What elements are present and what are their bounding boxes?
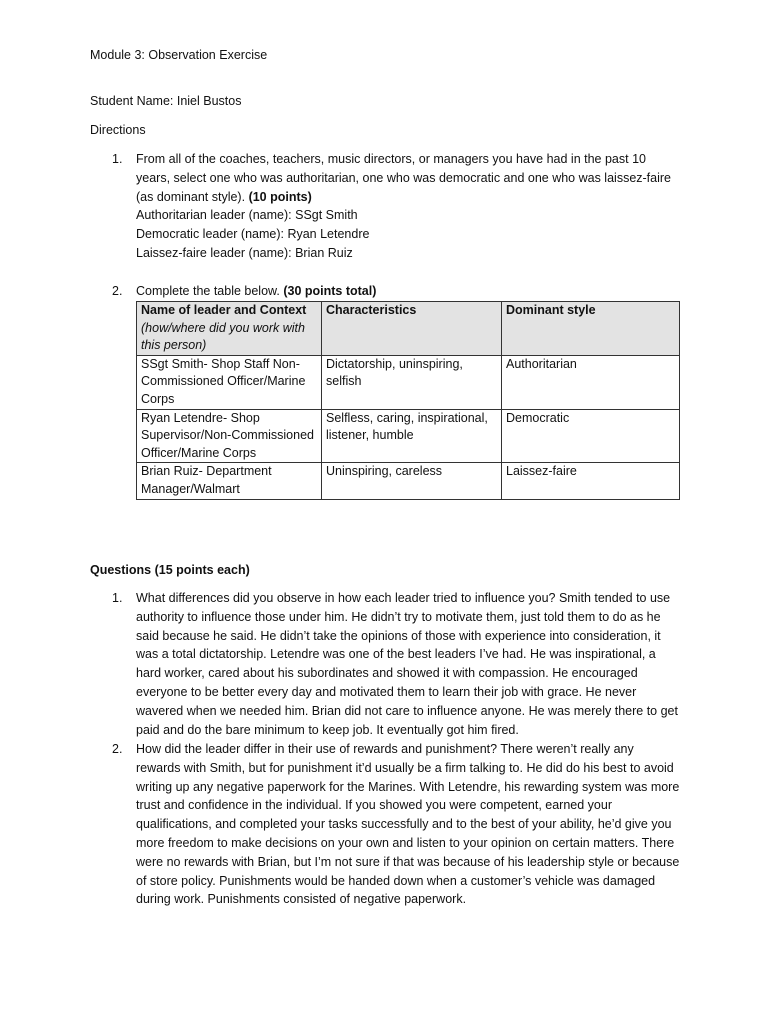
- cell-style: Laissez-faire: [502, 463, 680, 499]
- cell-characteristics: Dictatorship, uninspiring, selfish: [322, 355, 502, 409]
- direction-1-text: From all of the coaches, teachers, music directors, or managers you have had in the past 10 years, select one who was authoritarian, one who was democratic and one who was laissez-faire (as dominant style).: [136, 152, 671, 204]
- cell-leader: SSgt Smith- Shop Staff Non-Commissioned Officer/Marine Corps: [137, 355, 322, 409]
- leaders-table: [136, 301, 680, 500]
- header-leader-sub: (how/where did you work with this person): [141, 320, 305, 353]
- direction-1-number: 1.: [112, 152, 123, 166]
- direction-2-points: (30 points total): [283, 284, 377, 298]
- direction-1-points: (10 points): [248, 189, 312, 204]
- cell-leader: Ryan Letendre- Shop Supervisor/Non-Commissioned Officer/Marine Corps: [137, 409, 322, 463]
- table-row: [137, 355, 680, 409]
- table-header-row: [137, 302, 680, 356]
- module-title: Module 3: Observation Exercise: [90, 48, 268, 62]
- question-1-text: What differences did you observe in how each leader tried to influence you? Smith tended to use authority to influence those under him. He didn’t try to motivate them, just told them to do as he said because he said. He didn’t take the opinions of those with experience into consideration, it was a total dictatorship. Letendre was one of the best leaders I’ve had. He was inspirational, a hard worker, cared about his subordinates and showed it with compassion. He encouraged everyone to be better every day and motivated them to learn their job with grace. He never wavered when we needed him. Brian did not care to influence anyone. He was merely there to get paid and do the bare minimum to keep job. It eventually got him fired.: [136, 591, 678, 737]
- cell-leader: Brian Ruiz- Department Manager/Walmart: [137, 463, 322, 499]
- question-2-text: How did the leader differ in their use of rewards and punishment? There weren’t really any rewards with Smith, but for punishment it’d usually be a firm talking to. He did do his best to avoid writing up any negative paperwork for the Marines. With Letendre, his rewarding system was more trust and confidence in the individual. If you showed you were competent, earned your qualifications, and completed your tasks successfully and to the best of your ability, he’d give you more freedom to make decisions on your own and listen to your opinion on certain matters. There were no rewards with Brian, but I’m not sure if that was because of his leadership style or because of store policy. Punishments would be handed down when a customer’s vehicle was damaged during work. Punishments consisted of negative paperwork.: [136, 742, 680, 907]
- cell-style: Authoritarian: [502, 355, 680, 409]
- table-row: [137, 409, 680, 463]
- question-1: [90, 589, 690, 739]
- direction-2-number: 2.: [112, 284, 123, 298]
- cell-style: Democratic: [502, 409, 680, 463]
- direction-2: [90, 282, 690, 301]
- direction-1: [90, 150, 690, 263]
- democratic-answer: Democratic leader (name): Ryan Letendre: [136, 227, 370, 242]
- direction-2-text: Complete the table below.: [136, 284, 280, 298]
- header-characteristics: Characteristics: [322, 302, 502, 356]
- cell-characteristics: Selfless, caring, inspirational, listener, humble: [322, 409, 502, 463]
- authoritarian-answer: Authoritarian leader (name): SSgt Smith: [136, 208, 358, 223]
- table-row: [137, 463, 680, 499]
- student-name: Student Name: Iniel Bustos: [90, 94, 242, 108]
- header-leader: [137, 302, 322, 356]
- directions-label: Directions: [90, 123, 146, 137]
- question-2: [90, 740, 690, 909]
- header-style: Dominant style: [502, 302, 680, 356]
- header-leader-title: Name of leader and Context: [141, 303, 307, 317]
- laissez-faire-answer: Laissez-faire leader (name): Brian Ruiz: [136, 245, 353, 260]
- cell-characteristics: Uninspiring, careless: [322, 463, 502, 499]
- questions-heading: Questions (15 points each): [90, 563, 250, 577]
- question-1-number: 1.: [112, 591, 123, 605]
- question-2-number: 2.: [112, 742, 123, 756]
